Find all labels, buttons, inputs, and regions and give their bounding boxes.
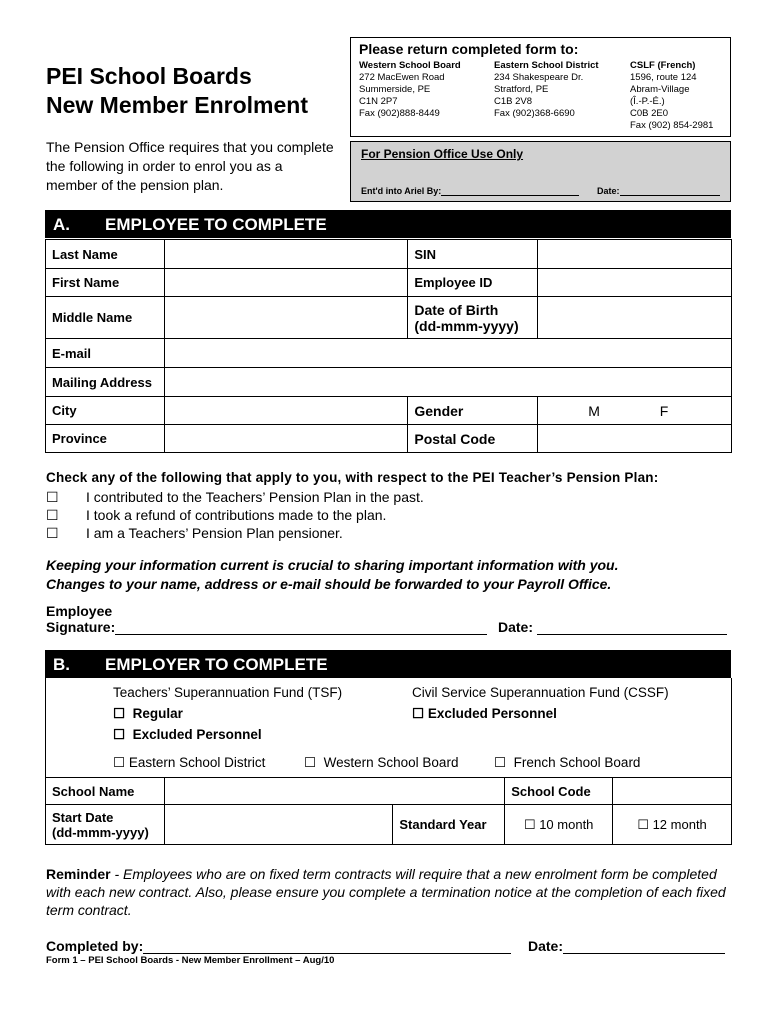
middle-name-label: Middle Name <box>46 297 165 339</box>
postal-code-label: Postal Code <box>408 425 538 453</box>
form-title-line2: New Member Enrolment <box>46 92 308 118</box>
eastern-district-option[interactable]: ☐ Eastern School District <box>113 755 266 770</box>
entered-by-line[interactable] <box>441 195 579 196</box>
reminder-text: - Employees who are on fixed term contracts will require that a new enrolment form be completed with each new contract. Also, please ensure you complete a termination notice at the completion of each fixed term contract. <box>46 866 726 918</box>
school-name-field[interactable] <box>164 778 504 805</box>
postal-code-field[interactable] <box>538 425 732 453</box>
entered-by-label: Ent'd into Ariel By: <box>361 186 579 196</box>
section-b-header <box>45 650 731 678</box>
check-intro: Check any of the following that apply to you, with respect to the PEI Teacher’s Pension Plan: <box>46 470 659 485</box>
check-item-pensioner[interactable]: ☐ I am a Teachers’ Pension Plan pensioner. <box>46 525 343 541</box>
employee-id-label: Employee ID <box>408 269 538 297</box>
checkbox-icon[interactable]: ☐ <box>113 755 126 770</box>
start-date-field[interactable] <box>164 805 393 845</box>
checkbox-icon[interactable]: ☐ <box>113 706 126 721</box>
checkbox-icon[interactable]: ☐ <box>46 507 59 523</box>
standard-year-label: Standard Year <box>393 805 505 845</box>
section-b-label: EMPLOYER TO COMPLETE <box>105 655 328 674</box>
completed-by: Completed by: <box>46 938 511 954</box>
checkbox-icon[interactable]: ☐ <box>494 755 507 770</box>
last-name-field[interactable] <box>164 240 407 269</box>
start-date-label: Start Date (dd-mmm-yyyy) <box>46 805 165 845</box>
employer-info-table <box>45 777 732 845</box>
city-label: City <box>46 397 165 425</box>
mailing-address-label: Mailing Address <box>46 368 165 397</box>
school-name-label: School Name <box>46 778 165 805</box>
office-date-line[interactable] <box>620 195 720 196</box>
checkbox-icon[interactable]: ☐ <box>304 755 317 770</box>
signature-date: Date: <box>498 619 727 635</box>
form-footer: Form 1 – PEI School Boards - New Member Enrollment – Aug/10 <box>46 955 335 966</box>
checkbox-icon[interactable]: ☐ <box>46 525 59 541</box>
checkbox-icon[interactable]: ☐ <box>113 727 126 742</box>
office-date-label: Date: <box>597 186 720 196</box>
tsf-excluded-option[interactable]: ☐ Excluded Personnel <box>113 727 262 742</box>
last-name-label: Last Name <box>46 240 165 269</box>
employee-id-field[interactable] <box>538 269 732 297</box>
cssf-excluded-option[interactable]: ☐ Excluded Personnel <box>412 706 557 721</box>
section-b-letter: B. <box>53 655 70 674</box>
section-a-letter: A. <box>53 215 70 234</box>
first-name-label: First Name <box>46 269 165 297</box>
office-use-title: For Pension Office Use Only <box>361 147 524 161</box>
section-a-label: EMPLOYEE TO COMPLETE <box>105 215 327 234</box>
address-eastern: Eastern School District 234 Shakespeare Dr. Stratford, PE C1B 2V8 Fax (902)368-6690 <box>494 60 599 119</box>
gender-field[interactable] <box>538 397 732 425</box>
dob-field[interactable] <box>538 297 732 339</box>
info-note: Keeping your information current is crucial to sharing important information with you. Changes to your name, address or e-mail should be forwarded to your Payroll Office. <box>46 557 619 592</box>
sin-field[interactable] <box>538 240 732 269</box>
school-code-label: School Code <box>505 778 613 805</box>
gender-f[interactable]: F <box>659 402 669 419</box>
signature-date-line[interactable] <box>537 634 727 635</box>
twelve-month-option[interactable]: ☐ 12 month <box>613 805 732 845</box>
western-board-option[interactable]: ☐ Western School Board <box>304 755 459 770</box>
signature-line[interactable] <box>115 634 487 635</box>
gender-label: Gender <box>408 397 538 425</box>
ten-month-option[interactable]: ☐ 10 month <box>505 805 613 845</box>
first-name-field[interactable] <box>164 269 407 297</box>
sin-label: SIN <box>408 240 538 269</box>
address-cslf: CSLF (French) 1596, route 124 Abram-Village (Î.-P.-É.) C0B 2E0 Fax (902) 854-2981 <box>630 60 714 131</box>
tsf-regular-option[interactable]: ☐ Regular <box>113 706 183 721</box>
employee-signature: Employee Signature: <box>46 603 487 635</box>
cssf-label: Civil Service Superannuation Fund (CSSF) <box>412 685 669 700</box>
check-item-contributed[interactable]: ☐ I contributed to the Teachers’ Pension Plan in the past. <box>46 489 424 505</box>
french-board-option[interactable]: ☐ French School Board <box>494 755 641 770</box>
city-field[interactable] <box>164 397 407 425</box>
return-title: Please return completed form to: <box>359 41 579 57</box>
completed-date: Date: <box>528 938 725 954</box>
completed-date-line[interactable] <box>563 953 725 954</box>
checkbox-icon[interactable]: ☐ <box>46 489 59 505</box>
employee-info-table <box>45 239 732 453</box>
school-code-field[interactable] <box>613 778 732 805</box>
intro-text: The Pension Office requires that you complete the following in order to enrol you as a member of the pension plan. <box>46 139 334 193</box>
section-a-header <box>45 210 731 238</box>
province-label: Province <box>46 425 165 453</box>
reminder-label: Reminder <box>46 866 111 882</box>
middle-name-field[interactable] <box>164 297 407 339</box>
province-field[interactable] <box>164 425 407 453</box>
form-title <box>46 62 308 120</box>
address-western: Western School Board 272 MacEwen Road Summerside, PE C1N 2P7 Fax (902)888-8449 <box>359 60 461 119</box>
check-item-refund[interactable]: ☐ I took a refund of contributions made to the plan. <box>46 507 387 523</box>
gender-m[interactable]: M <box>588 402 600 419</box>
form-title-line1: PEI School Boards <box>46 63 252 89</box>
completed-by-line[interactable] <box>143 953 511 954</box>
tsf-label: Teachers’ Superannuation Fund (TSF) <box>113 685 343 700</box>
mailing-address-field[interactable] <box>164 368 731 397</box>
dob-label: Date of Birth (dd-mmm-yyyy) <box>408 297 538 339</box>
checkbox-icon[interactable]: ☐ <box>412 706 425 721</box>
email-label: E-mail <box>46 339 165 368</box>
email-field[interactable] <box>164 339 731 368</box>
reminder-note <box>46 865 726 919</box>
